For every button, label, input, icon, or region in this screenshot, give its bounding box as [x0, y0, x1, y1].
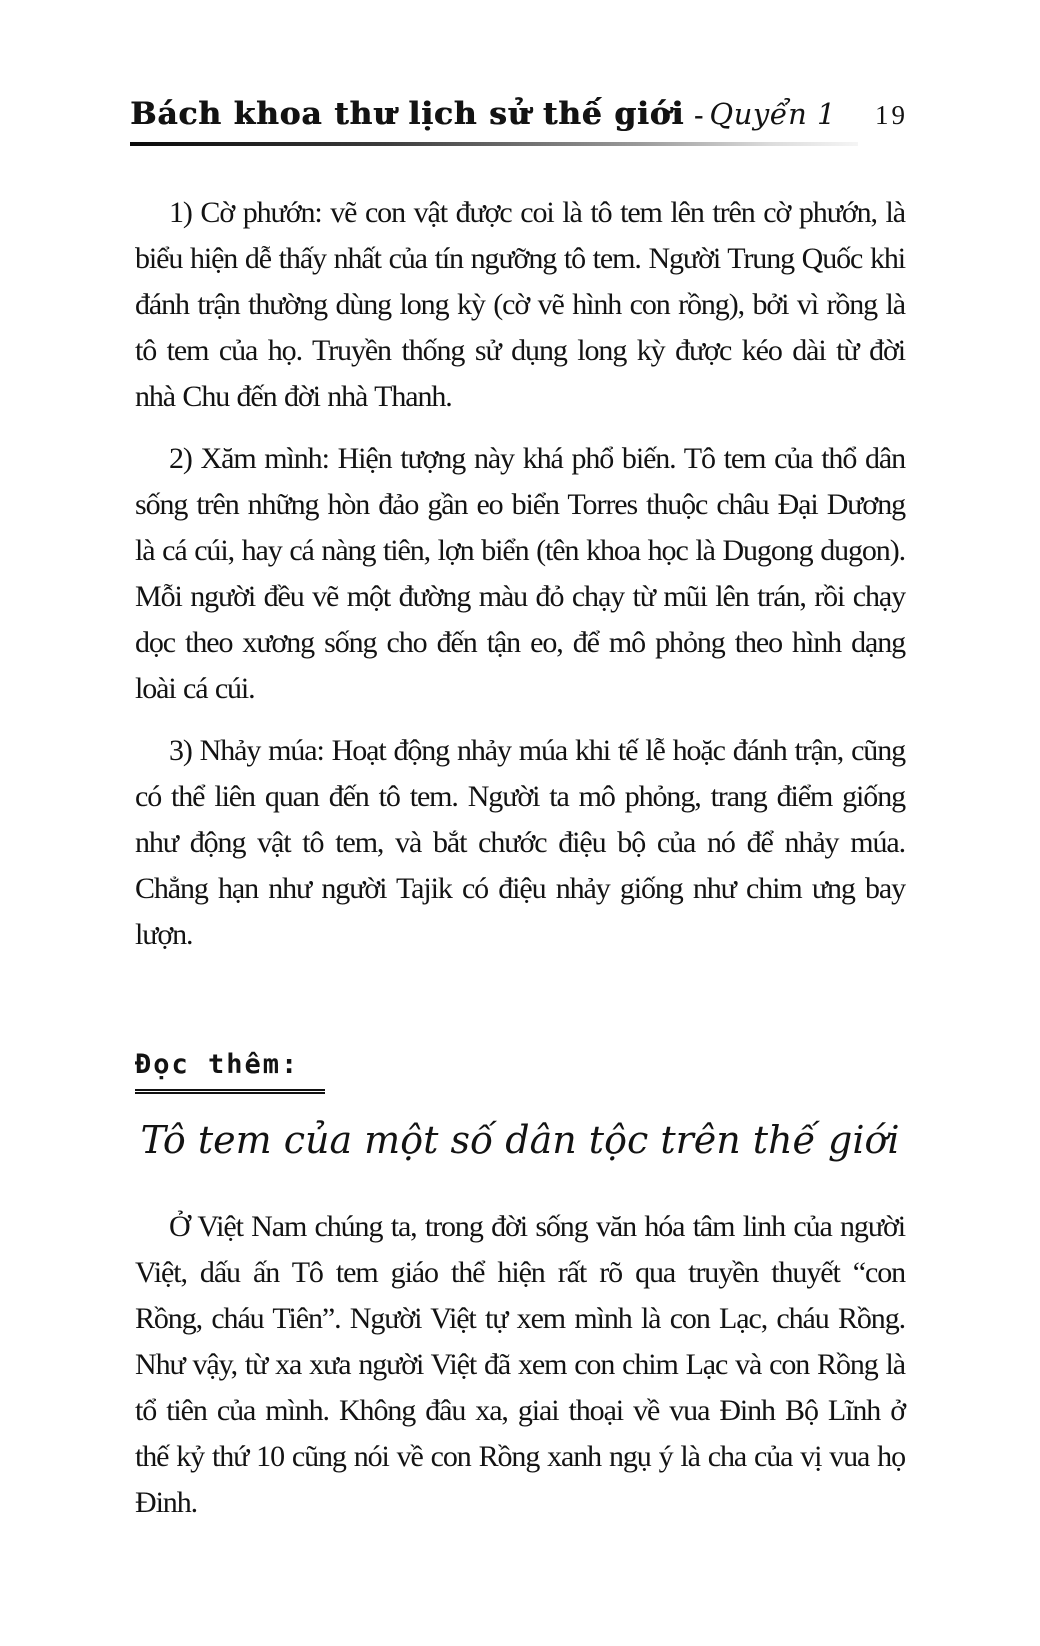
page-body: [135, 190, 905, 1542]
read-more-heading: Đọc thêm:: [135, 1048, 325, 1094]
paragraph-flag-totem: 1) Cờ phướn: vẽ con vật được coi là tô tem lên trên cờ phướn, là biểu hiện dễ thấy nhất của tín ngưỡng tô tem. Người Trung Quốc khi đánh trận thường dùng long kỳ (cờ vẽ hình con rồng), bởi vì rồng là tô tem của họ. Truyền thống sử dụng long kỳ được kéo dài từ đời nhà Chu đến đời nhà Thanh.: [135, 196, 905, 413]
paragraph-dance-totem: 3) Nhảy múa: Hoạt động nhảy múa khi tế lễ hoặc đánh trận, cũng có thể liên quan đến tô tem. Người ta mô phỏng, trang điểm giống như động vật tô tem, và bắt chước điệu bộ của nó để nhảy múa. Chẳng hạn như người Tajik có điệu nhảy giống như chim ưng bay lượn.: [135, 734, 905, 951]
read-more-section: [135, 974, 905, 1526]
header-rule: [130, 142, 858, 146]
page-number: 19: [875, 100, 908, 130]
paragraph-vietnam-totem: Ở Việt Nam chúng ta, trong đời sống văn hóa tâm linh của người Việt, dấu ấn Tô tem giáo thể hiện rất rõ qua truyền thuyết “con Rồng, cháu Tiên”. Người Việt tự xem mình là con Lạc, cháu Rồng. Như vậy, từ xa xưa người Việt đã xem con chim Lạc và con Rồng là tổ tiên của mình. Không đâu xa, giai thoại về vua Đinh Bộ Lĩnh ở thế kỷ thứ 10 cũng nói về con Rồng xanh ngụ ý là cha của vị vua họ Đinh.: [135, 1210, 905, 1519]
volume-label: Quyển 1: [709, 97, 836, 131]
header-separator: -: [694, 100, 704, 131]
paragraph-tattoo-totem: 2) Xăm mình: Hiện tượng này khá phổ biến. Tô tem của thổ dân sống trên những hòn đảo gần eo biển Torres thuộc châu Đại Dương là cá cúi, hay cá nàng tiên, lợn biển (tên khoa học là Dugong dugon). Mỗi người đều vẽ một đường màu đỏ chạy từ mũi lên trán, rồi chạy dọc theo xương sống cho đến tận eo, để mô phỏng theo hình dạng loài cá cúi.: [135, 442, 905, 705]
book-title: Bách khoa thư lịch sử thế giới: [130, 96, 685, 132]
section-title: Tô tem của một số dân tộc trên thế giới: [140, 1118, 900, 1162]
page-header: [130, 96, 908, 132]
running-head: [130, 96, 836, 132]
